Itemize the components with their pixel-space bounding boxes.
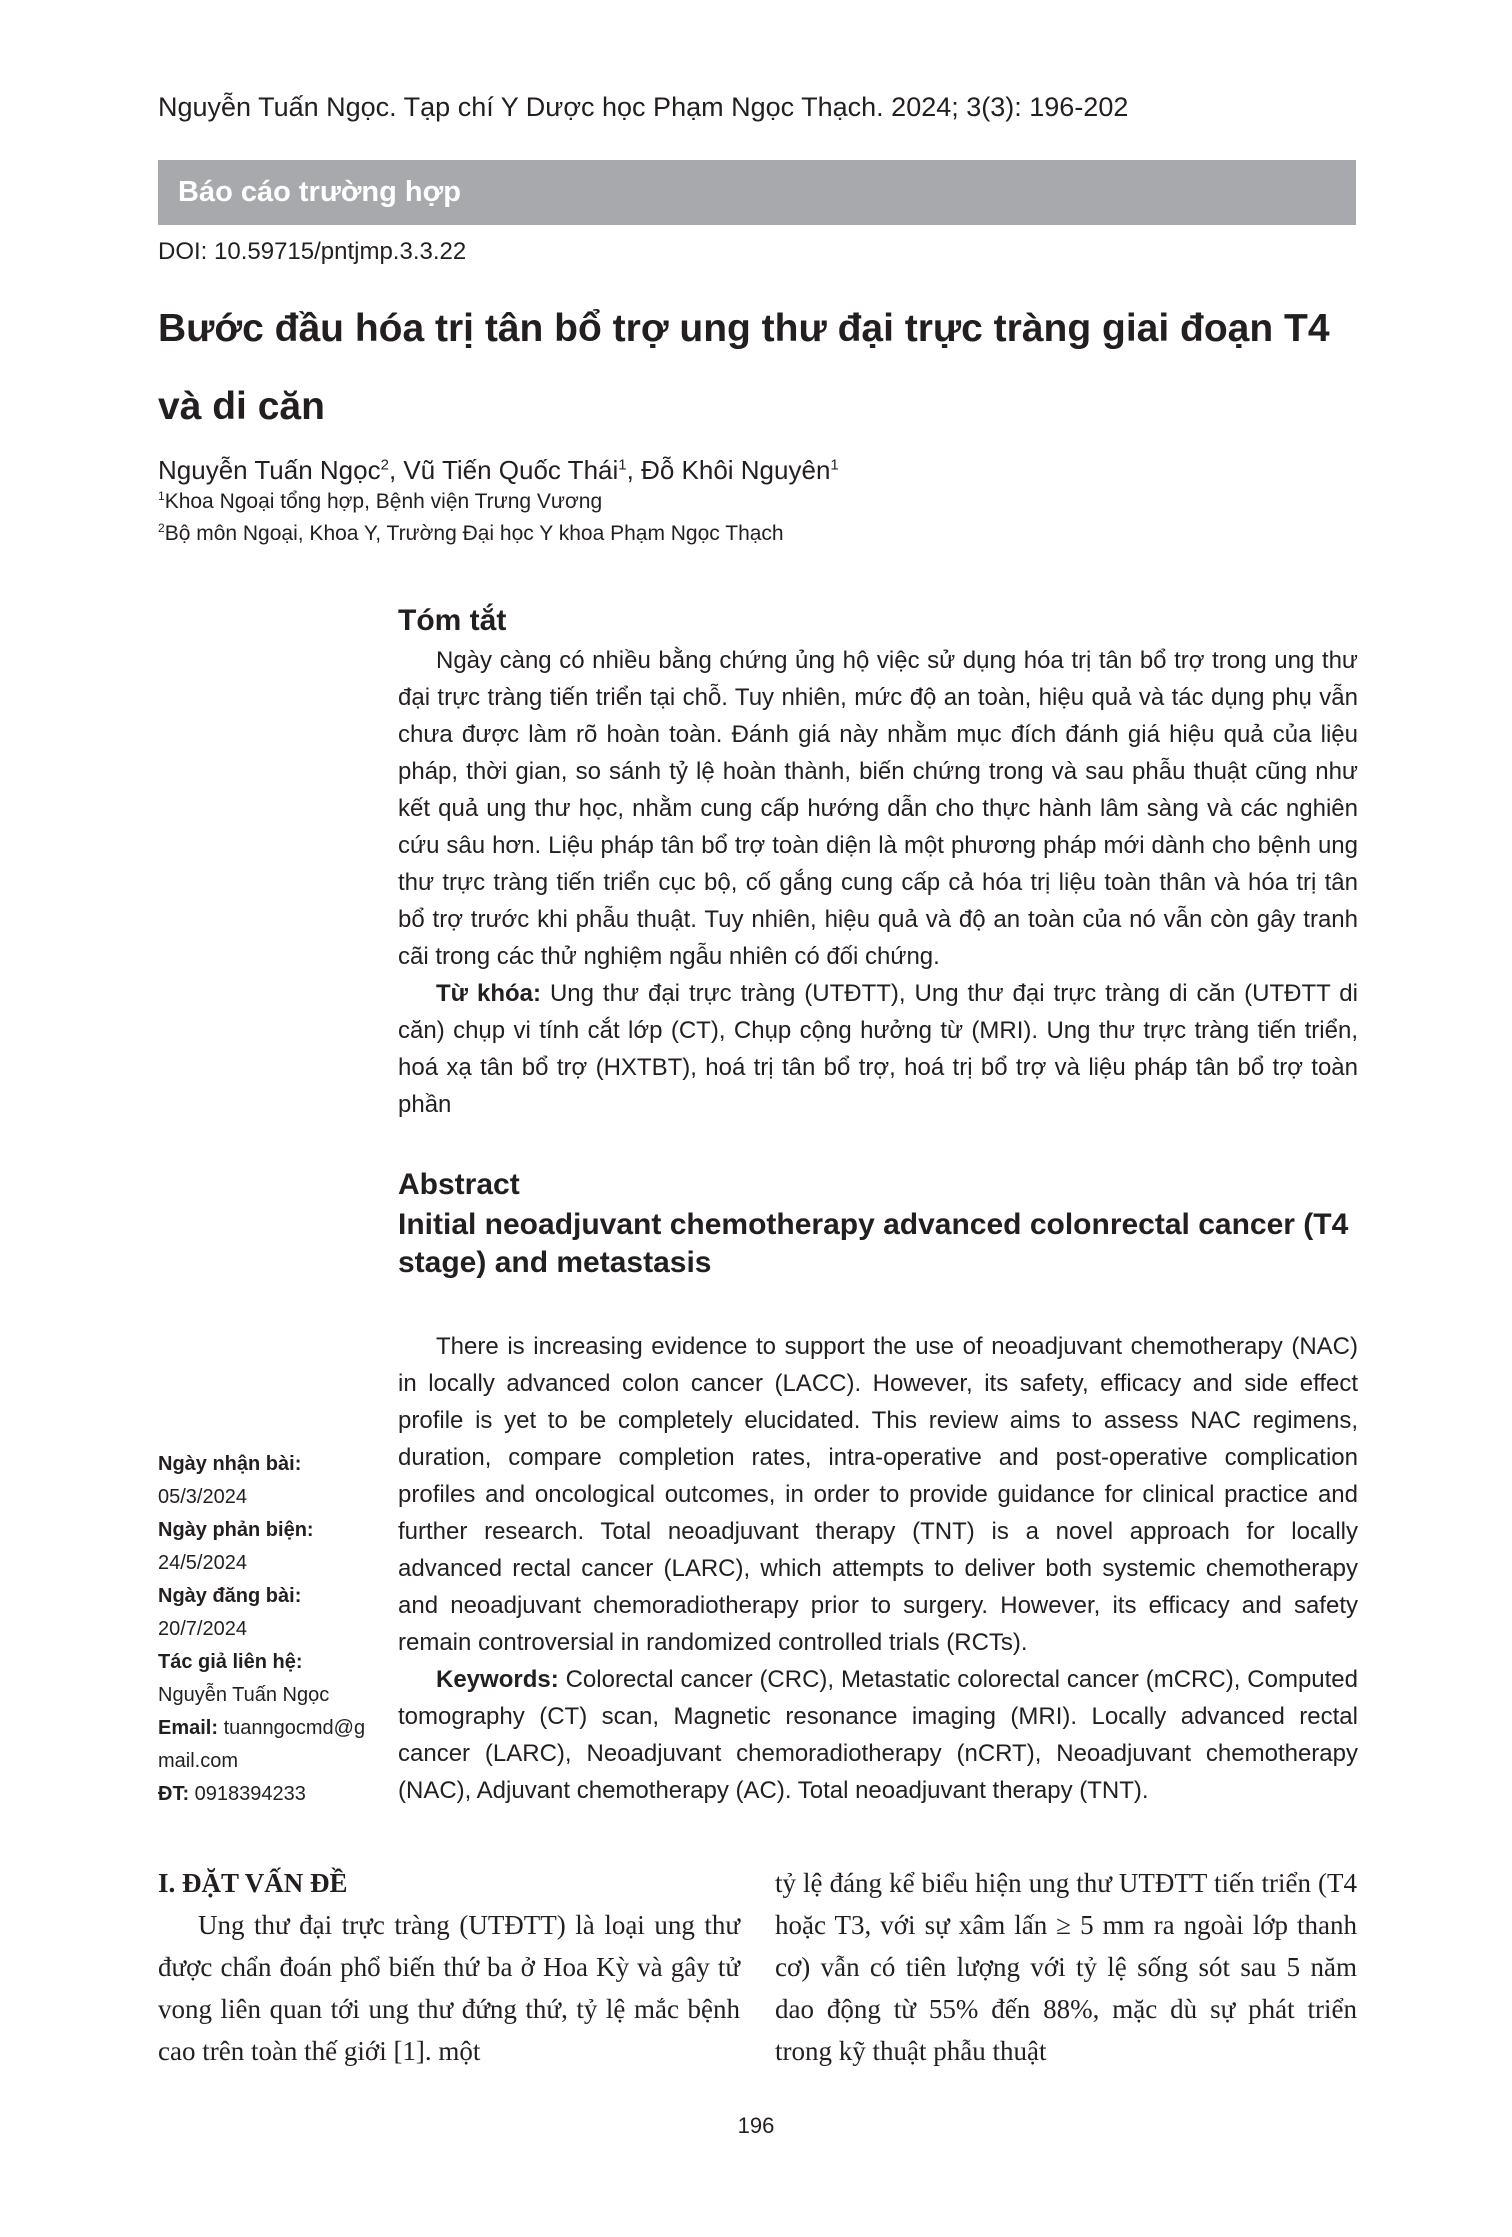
email-line	[158, 1712, 378, 1778]
affiliation	[158, 490, 602, 514]
affiliation-mark: 1	[158, 489, 165, 503]
keywords-text: Ung thư đại trực tràng (UTĐTT), Ung thư đại trực tràng di căn (UTĐTT di căn) chụp vi tính cắt lớp (CT), Chụp cộng hưởng từ (MRI). Ung thư trực tràng tiến triển, hoá xạ tân bổ trợ (HXTBT), hoá trị tân bổ trợ, hoá trị bổ trợ và liệu pháp tân bổ trợ toàn phần	[398, 980, 1358, 1118]
vietnamese-abstract-heading: Tóm tắt	[398, 604, 507, 637]
author-list: Nguyễn Tuấn Ngọc$^2$, Vũ Tiến Quốc Thái$^1$, Đỗ Khôi Nguyên$^1$	[158, 455, 839, 485]
author-affiliation-mark: 2	[380, 456, 389, 474]
corresponding-author: Nguyễn Tuấn Ngọc	[158, 1684, 330, 1706]
phone-number: 0918394233	[194, 1783, 306, 1805]
body-paragraph: tỷ lệ đáng kể biểu hiện ung thư UTĐTT tiến triển (T4 hoặc T3, với sự xâm lấn ≥ 5 mm ra ngoài lớp thanh cơ) vẫn có tiên lượng với tỷ lệ sống sót sau 5 năm dao động từ 55% đến 88%, mặc dù sự phát triển trong kỹ thuật phẫu thuật	[775, 1868, 1357, 2066]
doi: DOI: 10.59715/pntjmp.3.3.22	[158, 238, 467, 265]
author-name: Vũ Tiến Quốc Thái	[403, 455, 619, 485]
keywords-label: Từ khóa:	[436, 980, 541, 1007]
english-keywords	[398, 1661, 1358, 1809]
page-number: 196	[737, 2113, 775, 2138]
article-title: Bước đầu hóa trị tân bổ trợ ung thư đại trực tràng giai đoạn T4 và di căn	[158, 307, 1330, 428]
vietnamese-abstract-body: Ngày càng có nhiều bằng chứng ủng hộ việc sử dụng hóa trị tân bổ trợ trong ung thư đại trực tràng tiến triển tại chỗ. Tuy nhiên, mức độ an toàn, hiệu quả và tác dụng phụ vẫn chưa được làm rõ hoàn toàn. Đánh giá này nhằm mục đích đánh giá hiệu quả của liệu pháp, thời gian, so sánh tỷ lệ hoàn thành, biến chứng trong và sau phẫu thuật cũng như kết quả ung thư học, nhằm cung cấp hướng dẫn cho thực hành lâm sàng và các nghiên cứu sâu hơn. Liệu pháp tân bổ trợ toàn diện là một phương pháp mới dành cho bệnh ung thư trực tràng tiến triển cục bộ, cố gắng cung cấp cả hóa trị liệu toàn thân và hóa trị tân bổ trợ trước khi phẫu thuật. Tuy nhiên, hiệu quả và độ an toàn của nó vẫn còn gây tranh cãi trong các thử nghiệm ngẫu nhiên có đối chứng.	[398, 647, 1358, 970]
english-abstract	[398, 1168, 1358, 1809]
keywords-label: Keywords:	[436, 1666, 559, 1693]
keywords-text: Colorectal cancer (CRC), Metastatic colorectal cancer (mCRC), Computed tomography (CT) scan, Magnetic resonance imaging (MRI). Locally advanced rectal cancer (LARC), Neoadjuvant chemoradiotherapy (nCRT), Neoadjuvant chemotherapy (NAC), Adjuvant chemotherapy (AC). Total neoadjuvant therapy (TNT).	[398, 1666, 1358, 1804]
vietnamese-keywords	[398, 975, 1358, 1123]
affiliation-text: Khoa Ngoại tổng hợp, Bệnh viện Trưng Vương	[164, 490, 603, 513]
author-affiliation-mark: 1	[830, 456, 839, 474]
body-paragraph: Ung thư đại trực tràng (UTĐTT) là loại ung thư được chẩn đoán phổ biến thứ ba ở Hoa Kỳ và gây tử vong liên quan tới ung thư đứng thứ, tỷ lệ mắc bệnh cao trên toàn thế giới [1]. một	[158, 1910, 740, 2066]
email-address[interactable]: tuanngocmd@gmail.com	[158, 1717, 366, 1772]
affiliation-text: Bộ môn Ngoại, Khoa Y, Trường Đại học Y khoa Phạm Ngọc Thạch	[164, 522, 784, 545]
corresponding-label: Tác giả liên hệ:	[158, 1651, 303, 1673]
email-label: Email:	[158, 1717, 219, 1739]
published-label: Ngày đăng bài:	[158, 1585, 302, 1607]
body-column-right	[775, 1862, 1357, 2072]
received-label: Ngày nhận bài:	[158, 1453, 302, 1475]
received-date: 05/3/2024	[158, 1486, 247, 1508]
body-column-left	[158, 1862, 740, 2072]
journal-citation: Nguyễn Tuấn Ngọc. Tạp chí Y Dược học Phạm Ngọc Thạch. 2024; 3(3): 196-202	[158, 92, 1129, 122]
vietnamese-abstract	[398, 604, 1358, 1123]
affiliation	[158, 522, 784, 546]
author-name: Nguyễn Tuấn Ngọc	[158, 455, 381, 485]
article-type-banner: Báo cáo trường hợp	[158, 160, 1356, 225]
author-name: Đỗ Khôi Nguyên	[641, 455, 831, 485]
published-date: 20/7/2024	[158, 1618, 247, 1640]
phone-line	[158, 1778, 378, 1811]
review-date: 24/5/2024	[158, 1552, 247, 1574]
english-abstract-body: There is increasing evidence to support the use of neoadjuvant chemotherapy (NAC) in locally advanced colon cancer (LACC). However, its safety, efficacy and side effect profile is yet to be completely elucidated. This review aims to assess NAC regimens, duration, compare completion rates, intra-operative and post-operative complication profiles and oncological outcomes, in order to provide guidance for clinical practice and further research. Total neoadjuvant therapy (TNT) is a novel approach for locally advanced rectal cancer (LARC), which attempts to deliver both systemic chemotherapy and neoadjuvant chemoradiotherapy prior to surgery. However, its efficacy and safety remain controversial in randomized controlled trials (RCTs).	[398, 1333, 1358, 1656]
article-info-sidebar	[158, 1448, 378, 1811]
affiliation-mark: 2	[158, 521, 165, 535]
english-title: Initial neoadjuvant chemotherapy advanced colonrectal cancer (T4 stage) and metastasis	[398, 1208, 1349, 1279]
review-label: Ngày phản biện:	[158, 1519, 314, 1541]
phone-label: ĐT:	[158, 1783, 190, 1805]
english-abstract-heading: Abstract	[398, 1168, 520, 1201]
section-heading: I. ĐẶT VẤN ĐỀ	[158, 1868, 348, 1898]
author-affiliation-mark: 1	[618, 456, 627, 474]
